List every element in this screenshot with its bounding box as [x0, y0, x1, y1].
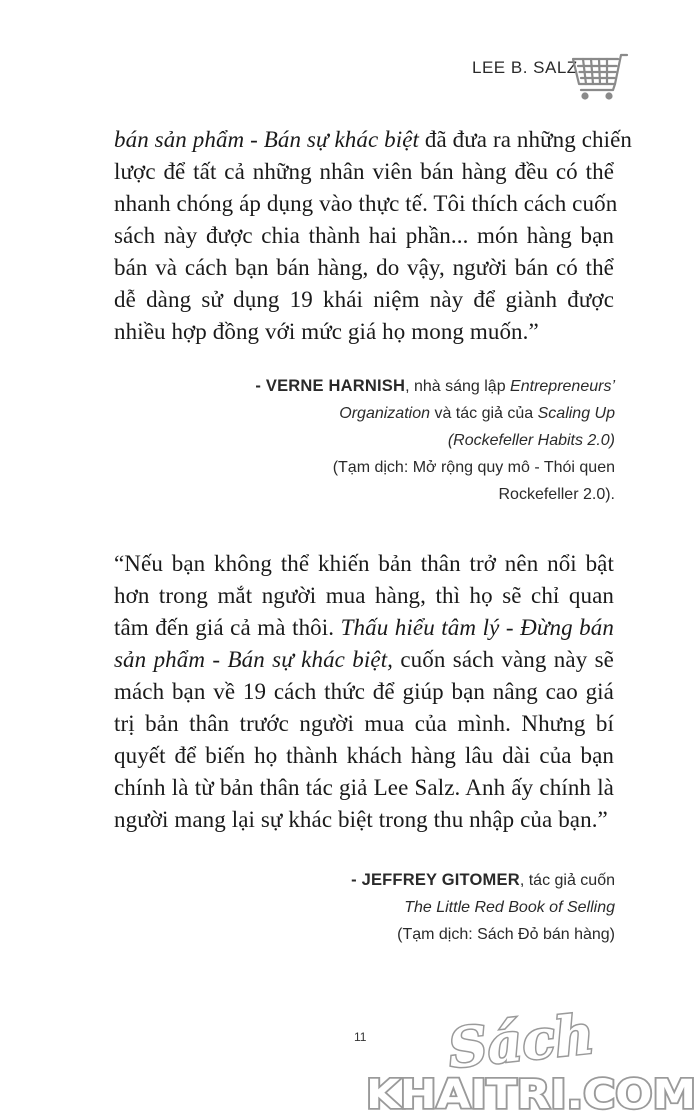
- text-segment: dễ dàng sử dụng 19 khái niệm này để giành được: [114, 287, 614, 312]
- attribution-line: [95, 481, 615, 508]
- italic-title-text: The Little Red Book of Selling: [404, 899, 615, 916]
- attribution-line: [95, 894, 615, 921]
- attribution-line: [95, 921, 615, 948]
- quote-line: [114, 284, 614, 316]
- text-segment: “Nếu bạn không thể khiến bản thân trở nên nổi bật: [114, 551, 614, 576]
- text-segment: chính là từ bản thân tác giả Lee Salz. Anh ấy chính là: [114, 775, 614, 800]
- quote-line: [114, 580, 614, 612]
- quote-line: [114, 676, 614, 708]
- text-segment: và tác giả của: [430, 405, 538, 422]
- attribution-line: [95, 427, 615, 454]
- attribution-verne-harnish: [95, 373, 615, 508]
- watermark-brand-text: KHAITRI.COM: [366, 1072, 696, 1118]
- quote-line: [114, 188, 618, 220]
- quote-verne-harnish: [114, 124, 633, 348]
- text-segment: (Tạm dịch: Mở rộng quy mô - Thói quen: [332, 459, 615, 476]
- header-author-name: LEE B. SALZ: [472, 58, 578, 77]
- khaitri-watermark-logo: [362, 1002, 700, 1120]
- attribution-line: [95, 867, 615, 894]
- quote-line: [114, 644, 614, 676]
- watermark-script-text: Sách: [445, 1002, 598, 1081]
- text-segment: đã đưa ra những chiến: [419, 127, 633, 152]
- quote-line: [114, 804, 614, 836]
- quote-line: [114, 156, 614, 188]
- quote-jeffrey-gitomer: [114, 548, 614, 836]
- quote-line: [114, 708, 614, 740]
- italic-title-text: sản phẩm - Bán sự khác biệt,: [114, 647, 394, 672]
- text-segment: người mang lại sự khác biệt trong thu nhập của bạn.”: [114, 807, 608, 832]
- text-segment: , tác giả cuốn: [519, 872, 615, 889]
- page-number: 11: [354, 1030, 367, 1044]
- italic-title-text: Organization: [339, 405, 430, 422]
- text-segment: tâm đến giá cả mà thôi.: [114, 615, 341, 640]
- quote-line: [114, 124, 633, 156]
- text-segment: sách này được chia thành hai phần... món hàng bạn: [114, 223, 614, 248]
- text-segment: , nhà sáng lập: [405, 378, 511, 395]
- text-segment: nhanh chóng áp dụng vào thực tế. Tôi thích cách cuốn: [114, 191, 618, 216]
- attribution-jeffrey-gitomer: [95, 867, 615, 948]
- italic-title-text: bán sản phẩm - Bán sự khác biệt: [114, 127, 420, 152]
- text-segment: trị bản thân trước người mua của mình. Nhưng bí: [114, 711, 614, 736]
- quote-line: [114, 612, 614, 644]
- italic-title-text: Thấu hiểu tâm lý - Đừng bán: [340, 615, 614, 640]
- author-name: - JEFFREY GITOMER: [351, 871, 520, 889]
- text-segment: quyết để biến họ thành khách hàng lâu dài của bạn: [114, 743, 614, 768]
- attribution-line: [95, 400, 615, 427]
- text-segment: hơn trong mắt người mua hàng, thì họ sẽ chỉ quan: [114, 583, 614, 608]
- text-segment: Rockefeller 2.0).: [498, 486, 615, 503]
- text-segment: bán và cách bạn bán hàng, do vậy, người bán có thể: [114, 255, 614, 280]
- italic-title-text: Scaling Up: [537, 405, 615, 422]
- text-segment: lược để tất cả những nhân viên bán hàng đều có thể: [114, 159, 614, 184]
- quote-line: [114, 740, 614, 772]
- quote-line: [114, 316, 614, 348]
- text-segment: nhiều hợp đồng với mức giá họ mong muốn.”: [114, 319, 539, 344]
- shopping-cart-icon: [569, 50, 629, 102]
- text-segment: (Tạm dịch: Sách Đỏ bán hàng): [397, 926, 615, 943]
- italic-title-text: (Rockefeller Habits 2.0): [447, 432, 615, 449]
- text-segment: mách bạn về 19 cách thức để giúp bạn nâng cao giá: [114, 679, 614, 704]
- quote-line: [114, 220, 614, 252]
- text-segment: cuốn sách vàng này sẽ: [393, 647, 614, 672]
- attribution-line: [95, 454, 615, 481]
- attribution-line: [95, 373, 615, 400]
- italic-title-text: Entrepreneurs’: [510, 378, 615, 395]
- quote-line: [114, 252, 614, 284]
- author-name: - VERNE HARNISH: [255, 377, 406, 395]
- quote-line: [114, 772, 614, 804]
- quote-line: [114, 548, 614, 580]
